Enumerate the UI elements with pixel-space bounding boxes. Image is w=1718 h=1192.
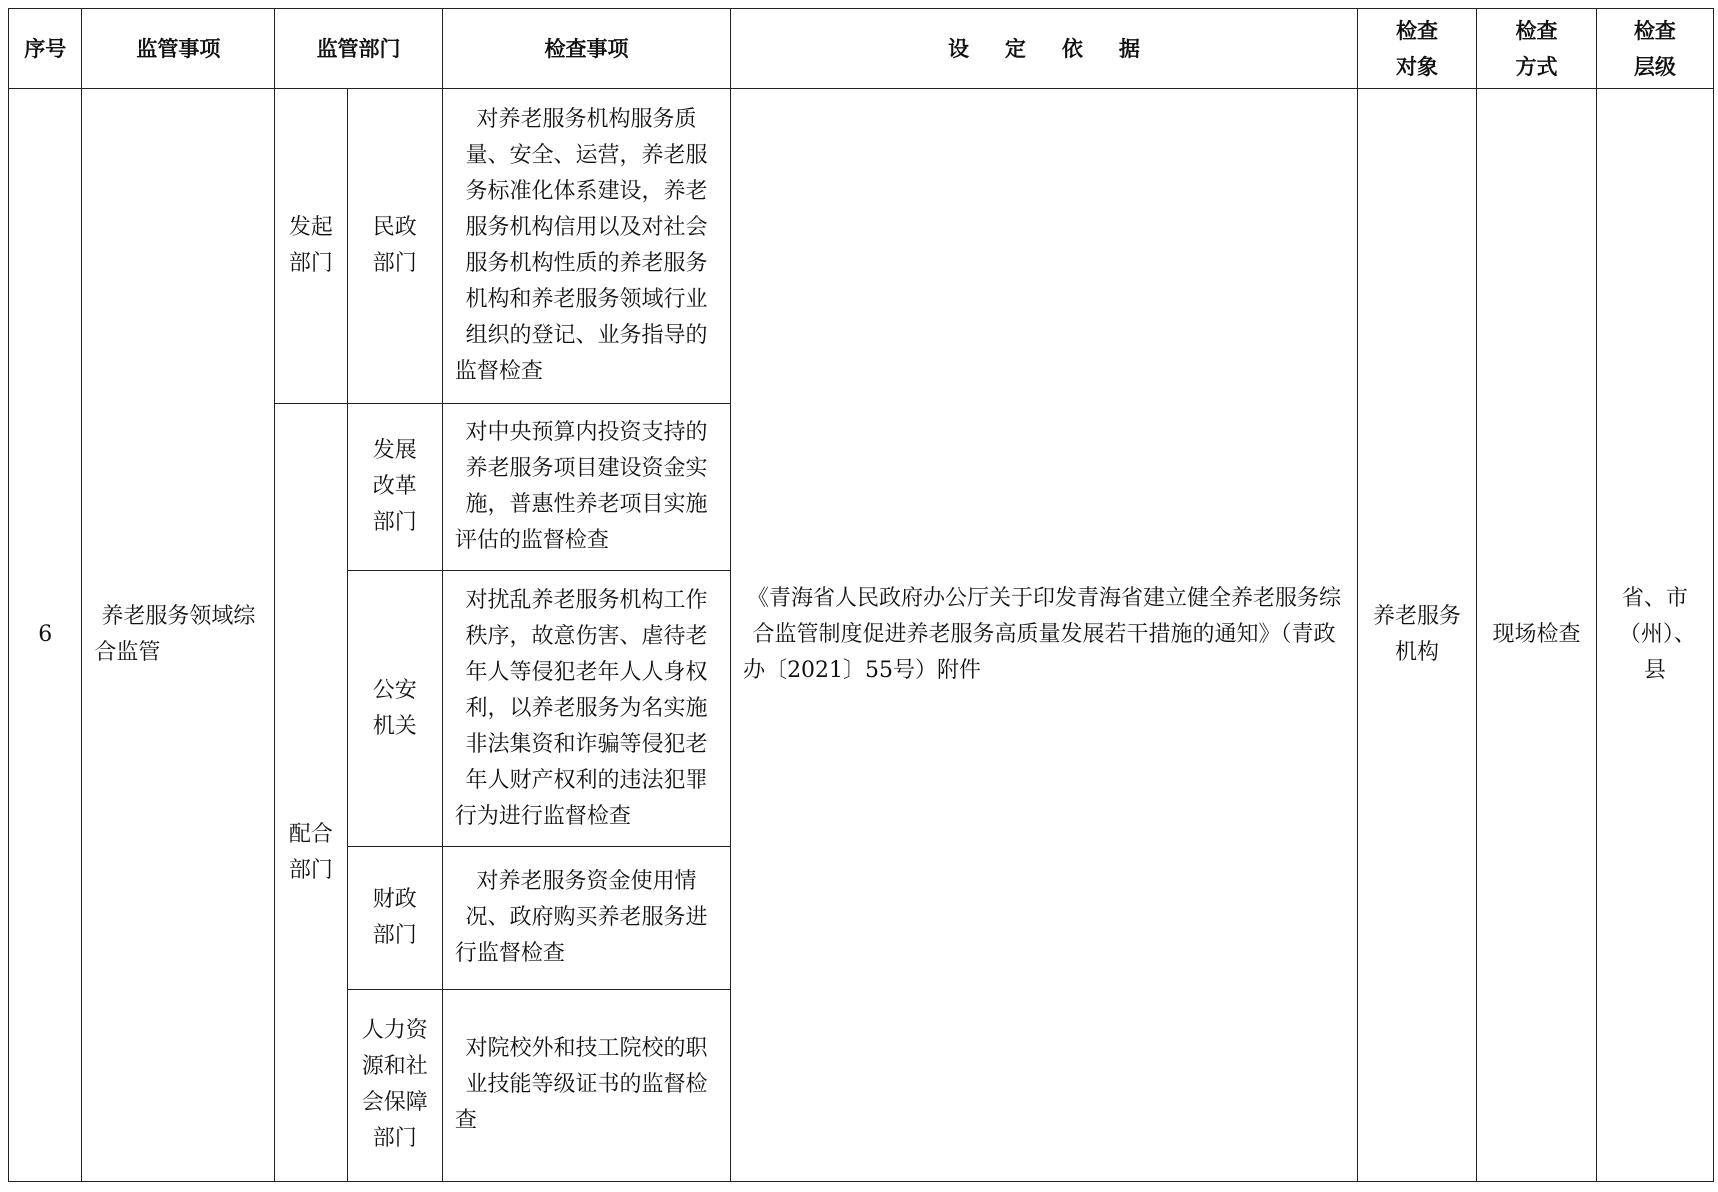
basis-cell (731, 89, 1358, 1182)
dept-cell-civil-affairs (347, 89, 442, 404)
dept-development-text: 发展改革部门 (372, 438, 417, 536)
check-police-text: 对扰乱养老服务机构工作秩序，故意伤害、虐待老年人等侵犯老年人人身权利，以养老服务为名实施非法集资和诈骗等侵犯老年人财产权利的违法犯罪行为进行监督检查 (454, 587, 708, 829)
dept-hr-text: 人力资源和社会保障部门 (361, 1018, 428, 1152)
check-cell-hr (442, 989, 730, 1181)
role-cell-initiator (275, 89, 347, 404)
table-row (9, 89, 1714, 404)
header-method-text: 检查方式 (1515, 18, 1558, 79)
header-method (1477, 9, 1596, 89)
header-basis (731, 9, 1358, 89)
check-cell-police (442, 571, 730, 847)
header-item: 监管事项 (82, 9, 275, 89)
check-development-text: 对中央预算内投资支持的养老服务项目建设资金实施，普惠性养老项目实施评估的监督检查 (454, 420, 708, 554)
check-civil-affairs-text: 对养老服务机构服务质量、安全、运营，养老服务标准化体系建设，养老服务机构信用以及对社会服务机构性质的养老服务机构和养老服务领域行业组织的登记、业务指导的监督检查 (454, 107, 708, 385)
check-cell-finance (442, 847, 730, 990)
seq-cell: 6 (9, 89, 82, 1182)
basis-text: 《青海省人民政府办公厅关于印发青海省建立健全养老服务综合监管制度促进养老服务高质量发展若干措施的通知》（青政办〔2021〕55号）附件 (743, 586, 1341, 683)
header-dept: 监管部门 (275, 9, 443, 89)
dept-cell-hr (347, 989, 442, 1181)
dept-finance-text: 财政部门 (372, 887, 417, 949)
header-level-text: 检查层级 (1633, 18, 1676, 79)
header-basis-text: 设定依据 (947, 36, 1176, 61)
item-cell: 养老服务领域综合监管 (82, 89, 275, 1182)
level-cell (1596, 89, 1713, 1182)
check-cell-civil-affairs (442, 89, 730, 404)
header-seq: 序号 (9, 9, 82, 89)
check-cell-development (442, 404, 730, 571)
header-row (9, 9, 1714, 89)
role-initiator-text: 发起部门 (288, 215, 333, 277)
header-level (1596, 9, 1713, 89)
target-cell (1357, 89, 1476, 1182)
header-target-text: 检查对象 (1396, 18, 1439, 79)
header-target (1357, 9, 1476, 89)
role-cell-support (275, 404, 347, 1182)
level-text: 省、市（州）、县 (1618, 586, 1696, 683)
dept-cell-finance (347, 847, 442, 990)
supervision-table (8, 8, 1714, 1182)
dept-police-text: 公安机关 (372, 677, 417, 739)
dept-civil-affairs-text: 民政部门 (372, 215, 417, 277)
check-finance-text: 对养老服务资金使用情况、政府购买养老服务进行监督检查 (454, 869, 708, 967)
dept-cell-development (347, 404, 442, 571)
role-support-text: 配合部门 (288, 821, 333, 883)
method-cell: 现场检查 (1477, 89, 1596, 1182)
dept-cell-police (347, 571, 442, 847)
check-hr-text: 对院校外和技工院校的职业技能等级证书的监督检查 (454, 1036, 708, 1134)
target-text: 养老服务机构 (1373, 604, 1462, 665)
header-check: 检查事项 (442, 9, 730, 89)
